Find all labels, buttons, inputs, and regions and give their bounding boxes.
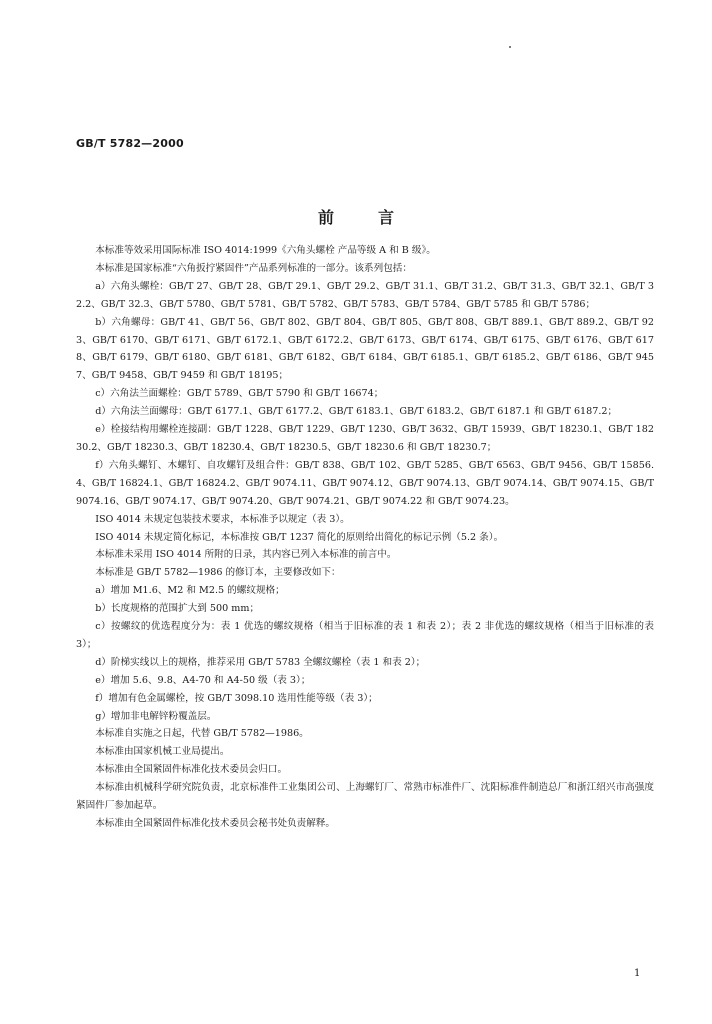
paragraph: ISO 4014 未规定简化标记，本标准按 GB/T 1237 简化的原则给出简化的标记示例（5.2 条）。 xyxy=(95,531,504,543)
paragraph: f）增加有色金属螺栓，按 GB/T 3098.10 选用性能等级（表 3）； xyxy=(95,692,378,704)
paragraph: 本标准由机械科学研究院负责，北京标准件工业集团公司、上海螺钉厂、常熟市标准件厂、沈阳标准件制造总厂和浙江绍兴市高强度紧固件厂参加起草。 xyxy=(76,782,654,812)
paragraph: 本标准由全国紧固件标准化技术委员会归口。 xyxy=(95,764,288,776)
foreword-body xyxy=(76,242,654,833)
page-title xyxy=(0,205,712,228)
page-number: 1 xyxy=(634,968,641,979)
paragraph: 本标准是国家标准“六角扳拧紧固件”产品系列标准的一部分。该系列包括： xyxy=(95,262,412,274)
paragraph: 本标准等效采用国际标准 ISO 4014:1999《六角头螺栓 产品等级 A 和 B 级》。 xyxy=(95,245,436,256)
paragraph: 本标准由全国紧固件标准化技术委员会秘书处负责解释。 xyxy=(95,818,336,829)
paragraph: d）阶梯实线以上的规格，推荐采用 GB/T 5783 全螺纹螺栓（表 1 和表 2）； xyxy=(95,656,426,668)
paragraph: 本标准未采用 ISO 4014 所附的日录，其内容已列入本标准的前言中。 xyxy=(95,549,397,561)
standard-code-header: GB/T 5782—2000 xyxy=(76,137,184,150)
paragraph: 本标准由国家机械工业局提出。 xyxy=(95,746,230,758)
paragraph: 本标准是 GB/T 5782—1986 的修订本，主要修改如下： xyxy=(95,567,341,579)
paragraph: a）六角头螺栓：GB/T 27、GB/T 28、GB/T 29.1、GB/T 29.2、GB/T 31.1、GB/T 31.2、GB/T 31.3、GB/T 32.1、GB/T 32.2、GB/T 32.3、GB/T 5780、GB/T 5781、GB/T 5782、GB/T 5783、GB/T 5784、GB/T 5785 和 GB/T 5786； xyxy=(76,280,654,310)
paragraph: c）六角法兰面螺栓：GB/T 5789、GB/T 5790 和 GB/T 16674； xyxy=(95,388,384,400)
paragraph: a）增加 M1.6、M2 和 M2.5 的螺纹规格； xyxy=(95,585,285,597)
paragraph: ISO 4014 未规定包装技术要求，本标准予以规定（表 3）。 xyxy=(95,513,350,525)
title-char-1: 前 xyxy=(317,208,334,227)
title-char-2: 言 xyxy=(378,208,395,227)
paragraph: d）六角法兰面螺母：GB/T 6177.1、GB/T 6177.2、GB/T 6183.1、GB/T 6183.2、GB/T 6187.1 和 GB/T 6187.2； xyxy=(95,406,618,418)
paragraph: e）增加 5.6、9.8、A4-70 和 A4-50 级（表 3）； xyxy=(95,674,311,686)
paragraph: g）增加非电解锌粉覆盖层。 xyxy=(95,710,217,722)
paragraph: c）按螺纹的优选程度分为：表 1 优选的螺纹规格（相当于旧标准的表 1 和表 2）；表 2 非优选的螺纹规格（相当于旧标准的表 3）； xyxy=(76,621,654,650)
paragraph: b）六角螺母：GB/T 41、GB/T 56、GB/T 802、GB/T 804、GB/T 805、GB/T 808、GB/T 889.1、GB/T 889.2、GB/T 923、GB/T 6170、GB/T 6171、GB/T 6172.1、GB/T 6172.2、GB/T 6173、GB/T 6174、GB/T 6175、GB/T 6176、GB/T 6178、GB/T 6179、GB/T 6180、GB/T 6181、GB/T 6182、GB/T 6184、GB/T 6185.1、GB/T 6185.2、GB/T 6186、GB/T 9457、GB/T 9458、GB/T 9459 和 GB/T 18195； xyxy=(76,316,654,382)
paragraph: e）栓接结构用螺栓连接副：GB/T 1228、GB/T 1229、GB/T 1230、GB/T 3632、GB/T 15939、GB/T 18230.1、GB/T 18230.2、GB/T 18230.3、GB/T 18230.4、GB/T 18230.5、GB/T 18230.6 和 GB/T 18230.7； xyxy=(76,424,654,453)
scan-speck xyxy=(509,46,511,48)
paragraph: f）六角头螺钉、木螺钉、自攻螺钉及组合件：GB/T 838、GB/T 102、GB/T 5285、GB/T 6563、GB/T 9456、GB/T 15856.4、GB/T 16824.1、GB/T 16824.2、GB/T 9074.11、GB/T 9074.12、GB/T 9074.13、GB/T 9074.14、GB/T 9074.15、GB/T 9074.16、GB/T 9074.17、GB/T 9074.20、GB/T 9074.21、GB/T 9074.22 和 GB/T 9074.23。 xyxy=(76,459,654,507)
paragraph: 本标准自实施之日起，代替 GB/T 5782—1986。 xyxy=(95,728,309,740)
paragraph: b）长度规格的范围扩大到 500 mm； xyxy=(95,603,260,615)
